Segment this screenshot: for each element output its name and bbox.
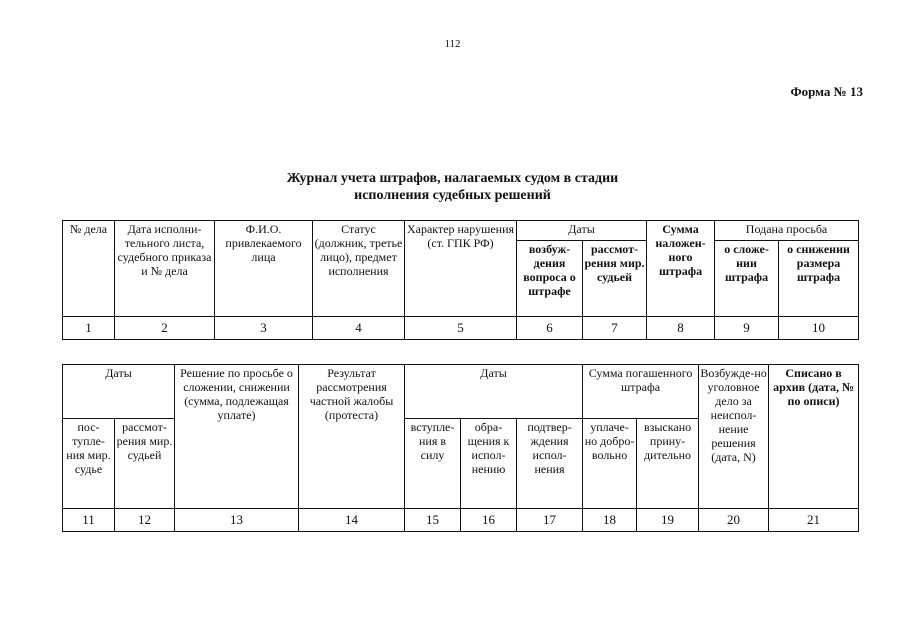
header-case-number: № дела — [63, 221, 115, 317]
column-number: 5 — [405, 317, 517, 340]
header-collected-forcibly: взыскано прину-дительно — [637, 419, 699, 509]
header-group-paid: Сумма погашенного штрафа — [583, 365, 699, 419]
column-number: 9 — [715, 317, 779, 340]
header-group-dates-b: Даты — [405, 365, 583, 419]
header-full-name: Ф.И.О. привлекаемого лица — [215, 221, 313, 317]
title-line-2: исполнения судебных решений — [354, 188, 551, 203]
page-number: 112 — [444, 38, 461, 50]
fines-journal-table-part-1 — [62, 220, 859, 340]
header-enforcement-date: обра-щения к испол-нению — [461, 419, 517, 509]
column-number: 8 — [647, 317, 715, 340]
column-number: 14 — [299, 509, 405, 532]
column-number: 16 — [461, 509, 517, 532]
header-status: Статус (должник, третье лицо), предмет исполнения — [313, 221, 405, 317]
header-decision: Решение по просьбе о сложении, снижении (сумма, подлежащая уплате) — [175, 365, 299, 509]
form-number: Форма № 13 — [790, 84, 863, 99]
header-archive: Списано в архив (дата, № по описи) — [769, 365, 859, 509]
column-number: 21 — [769, 509, 859, 532]
column-number: 1 — [63, 317, 115, 340]
column-number: 20 — [699, 509, 769, 532]
column-number: 10 — [779, 317, 859, 340]
column-number: 12 — [115, 509, 175, 532]
column-number: 3 — [215, 317, 313, 340]
header-review-date: рассмот-рения мир. судьей — [583, 241, 647, 317]
header-review-date: рассмот-рения мир. судьей — [115, 419, 175, 509]
header-reduction-request: о снижении размера штрафа — [779, 241, 859, 317]
column-number: 19 — [637, 509, 699, 532]
column-number: 17 — [517, 509, 583, 532]
header-group-request: Подана просьба — [715, 221, 859, 241]
column-number: 15 — [405, 509, 461, 532]
column-number: 11 — [63, 509, 115, 532]
header-effect-date: вступле-ния в силу — [405, 419, 461, 509]
column-number: 7 — [583, 317, 647, 340]
fines-journal-table-part-2 — [62, 364, 859, 532]
header-paid-voluntarily: уплаче-но добро-вольно — [583, 419, 637, 509]
title-line-1: Журнал учета штрафов, налагаемых судом в стадии — [286, 171, 619, 186]
header-waiver-request: о сложе-нии штрафа — [715, 241, 779, 317]
header-initiation-date: возбуж-дения вопроса о штрафе — [517, 241, 583, 317]
header-fine-amount: Сумма наложен-ного штрафа — [647, 221, 715, 317]
header-criminal-case: Возбужде-но уголовное дело за неиспол-нение решения (дата, N) — [699, 365, 769, 509]
header-exec-document-date: Дата исполни-тельного листа, судебного приказа и № дела — [115, 221, 215, 317]
column-number: 2 — [115, 317, 215, 340]
document-title — [0, 170, 905, 204]
header-violation: Характер нарушения (ст. ГПК РФ) — [405, 221, 517, 317]
header-group-dates-a: Даты — [63, 365, 175, 419]
header-appeal-result: Результат рассмотрения частной жалобы (протеста) — [299, 365, 405, 509]
column-number: 13 — [175, 509, 299, 532]
header-group-dates: Даты — [517, 221, 647, 241]
column-number: 4 — [313, 317, 405, 340]
column-number: 6 — [517, 317, 583, 340]
header-confirmation-date: подтвер-ждения испол-нения — [517, 419, 583, 509]
column-number: 18 — [583, 509, 637, 532]
header-entry-date: пос-тупле-ния мир. судье — [63, 419, 115, 509]
